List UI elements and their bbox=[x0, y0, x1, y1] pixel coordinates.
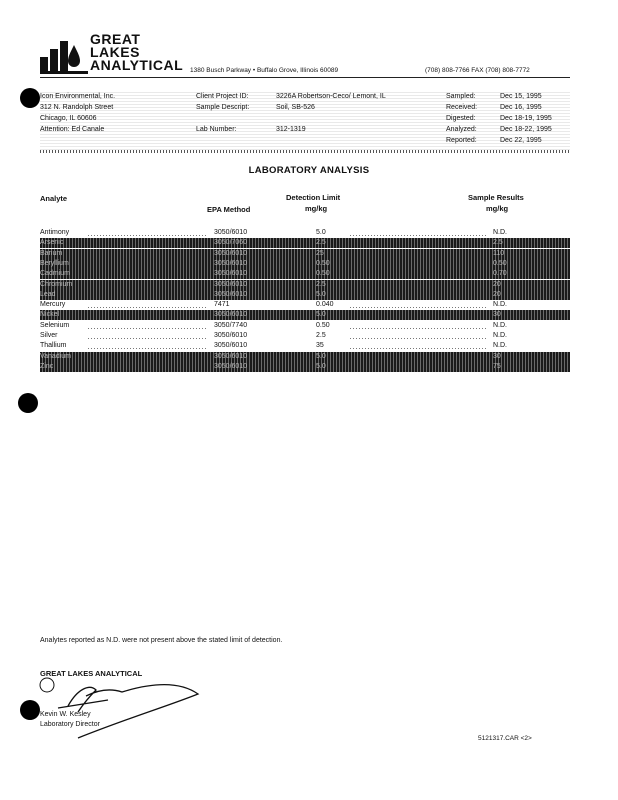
analyte-cell: Beryllium bbox=[40, 259, 69, 267]
table-row bbox=[40, 269, 570, 279]
lab-phone-fax: (708) 808-7766 FAX (708) 808-7772 bbox=[425, 67, 530, 74]
detection-limit-cell: 25 bbox=[316, 249, 324, 257]
signer-title: Laboratory Director bbox=[40, 721, 100, 728]
table-row bbox=[40, 362, 570, 372]
punch-hole-middle bbox=[18, 393, 38, 413]
method-cell: 3050/6010 bbox=[214, 342, 248, 350]
signature-company: GREAT LAKES ANALYTICAL bbox=[40, 669, 143, 678]
method-cell: 3050/7740 bbox=[214, 321, 248, 329]
detection-limit-cell: 0.50 bbox=[316, 259, 330, 267]
leader-dots bbox=[350, 307, 486, 308]
result-cell: N.D. bbox=[493, 332, 507, 339]
analyte-cell: Nickel bbox=[40, 311, 60, 319]
result-cell: N.D. bbox=[493, 301, 507, 309]
analyte-cell: Vanadium bbox=[40, 352, 72, 360]
client-line-3: Chicago, IL 60606 bbox=[40, 115, 97, 122]
analyte-cell: Selenium bbox=[40, 321, 70, 329]
column-header-results-unit: mg/kg bbox=[486, 204, 509, 213]
column-header-detection-unit: mg/kg bbox=[305, 204, 328, 213]
detection-limit-cell: 2.5 bbox=[316, 280, 326, 288]
date-label-reported: Reported: bbox=[446, 137, 477, 144]
date-value-received: Dec 16, 1995 bbox=[500, 104, 542, 111]
method-cell: 3050/6010 bbox=[214, 259, 248, 267]
analyte-cell: Mercury bbox=[40, 301, 66, 309]
method-cell: 3050/6010 bbox=[214, 352, 248, 360]
sample-descript-label: Sample Descript: bbox=[196, 104, 250, 111]
detection-limit-cell: 2.5 bbox=[316, 332, 326, 339]
leader-dots bbox=[88, 338, 206, 339]
detection-limit-cell: 2.5 bbox=[316, 239, 326, 247]
project-id-value: 3226A Robertson-Ceco/ Lemont, IL bbox=[276, 93, 386, 100]
detection-limit-cell: 0.040 bbox=[316, 301, 334, 309]
client-line-2: 312 N. Randolph Street bbox=[40, 104, 114, 111]
method-cell: 3050/6010 bbox=[214, 332, 248, 339]
column-header-analyte: Analyte bbox=[40, 194, 68, 203]
punch-hole-top bbox=[20, 88, 40, 108]
date-label-sampled: Sampled: bbox=[446, 93, 476, 100]
table-row bbox=[40, 290, 570, 300]
table-row bbox=[40, 228, 570, 238]
analyte-cell: Silver bbox=[40, 332, 58, 339]
signer-name: Kevin W. Kesley bbox=[40, 711, 91, 718]
detection-limit-cell: 5.0 bbox=[316, 311, 326, 319]
header-divider bbox=[40, 150, 570, 153]
leader-dots bbox=[88, 328, 206, 329]
table-row bbox=[40, 300, 570, 310]
leader-dots bbox=[350, 338, 486, 339]
analyte-cell: Antimony bbox=[40, 229, 70, 236]
result-cell: 2.5 bbox=[493, 239, 503, 247]
leader-dots bbox=[350, 328, 486, 329]
lab-number-value: 312-1319 bbox=[276, 126, 306, 133]
result-cell: 0.70 bbox=[493, 270, 507, 278]
client-line-1: Icon Environmental, Inc. bbox=[40, 93, 116, 100]
method-cell: 7471 bbox=[214, 301, 230, 309]
method-cell: 3050/6010 bbox=[214, 280, 248, 288]
lab-number-label: Lab Number: bbox=[196, 126, 237, 133]
date-label-received: Received: bbox=[446, 104, 478, 111]
analyte-cell: Thallium bbox=[40, 342, 67, 350]
date-value-sampled: Dec 15, 1995 bbox=[500, 93, 542, 100]
date-value-analyzed: Dec 18-22, 1995 bbox=[500, 126, 552, 133]
detection-limit-cell: 5.0 bbox=[316, 229, 326, 236]
method-cell: 3050/6010 bbox=[214, 362, 248, 370]
analyte-cell: Lead bbox=[40, 290, 56, 298]
date-value-digested: Dec 18-19, 1995 bbox=[500, 115, 552, 122]
table-row bbox=[40, 310, 570, 320]
analyte-cell: Cadmium bbox=[40, 270, 70, 278]
analyte-cell: Zinc bbox=[40, 362, 54, 370]
table-row bbox=[40, 331, 570, 341]
leader-dots bbox=[88, 235, 206, 236]
leader-dots bbox=[350, 235, 486, 236]
signer-block bbox=[40, 710, 100, 730]
analyte-cell: Barium bbox=[40, 249, 63, 257]
table-row bbox=[40, 249, 570, 259]
lab-logo-text bbox=[90, 33, 183, 72]
result-cell: 110 bbox=[493, 249, 505, 257]
detection-limit-cell: 5.0 bbox=[316, 352, 326, 360]
method-cell: 3050/6010 bbox=[214, 229, 248, 236]
client-attention: Attention: Ed Canale bbox=[40, 126, 105, 133]
document-id: 5121317.CAR <2> bbox=[478, 735, 532, 742]
result-cell: 75 bbox=[493, 362, 501, 370]
date-label-analyzed: Analyzed: bbox=[446, 126, 477, 133]
report-title: LABORATORY ANALYSIS bbox=[248, 165, 370, 176]
project-id-label: Client Project ID: bbox=[196, 93, 249, 100]
method-cell: 3050/6010 bbox=[214, 290, 248, 298]
leader-dots bbox=[350, 348, 486, 349]
detection-limit-cell: 35 bbox=[316, 342, 324, 350]
table-row bbox=[40, 321, 570, 331]
result-cell: 30 bbox=[493, 352, 501, 360]
table-row bbox=[40, 238, 570, 248]
column-header-results: Sample Results bbox=[468, 193, 524, 202]
logo-line-2: LAKES bbox=[90, 44, 140, 60]
detection-limit-cell: 0.50 bbox=[316, 321, 330, 329]
sample-descript-value: Soil, SB-526 bbox=[276, 104, 315, 111]
detection-limit-cell: 0.50 bbox=[316, 270, 330, 278]
table-row bbox=[40, 259, 570, 269]
table-row bbox=[40, 352, 570, 362]
method-cell: 3050/6010 bbox=[214, 270, 248, 278]
method-cell: 3050/6010 bbox=[214, 249, 248, 257]
table-row bbox=[40, 280, 570, 290]
logo-line-3: ANALYTICAL bbox=[90, 57, 184, 73]
logo-line-1: GREAT bbox=[90, 31, 141, 47]
date-value-reported: Dec 22, 1995 bbox=[500, 137, 542, 144]
result-cell: 20 bbox=[493, 280, 501, 288]
result-cell: N.D. bbox=[493, 342, 507, 350]
punch-hole-bottom bbox=[20, 700, 40, 720]
analyte-cell: Arsenic bbox=[40, 239, 64, 247]
lab-logo-icon bbox=[40, 35, 88, 75]
result-cell: N.D. bbox=[493, 321, 507, 329]
header-rule bbox=[40, 77, 570, 78]
footnote: Analytes reported as N.D. were not present above the stated limit of detection. bbox=[40, 637, 283, 644]
date-label-digested: Digested: bbox=[446, 115, 476, 122]
column-header-detection-limit: Detection Limit bbox=[286, 193, 341, 202]
result-cell: 20 bbox=[493, 290, 501, 298]
table-row bbox=[40, 341, 570, 351]
leader-dots bbox=[88, 348, 206, 349]
method-cell: 3050/7060 bbox=[214, 239, 248, 247]
leader-dots bbox=[88, 307, 206, 308]
detection-limit-cell: 5.0 bbox=[316, 362, 326, 370]
result-cell: 30 bbox=[493, 311, 501, 319]
detection-limit-cell: 5.0 bbox=[316, 290, 326, 298]
result-cell: N.D. bbox=[493, 229, 507, 236]
lab-address: 1380 Busch Parkway • Buffalo Grove, Illinois 60089 bbox=[190, 67, 339, 74]
method-cell: 3050/6010 bbox=[214, 311, 248, 319]
column-header-method: EPA Method bbox=[207, 205, 251, 214]
analyte-cell: Chromium bbox=[40, 280, 73, 288]
result-cell: 0.50 bbox=[493, 259, 507, 267]
